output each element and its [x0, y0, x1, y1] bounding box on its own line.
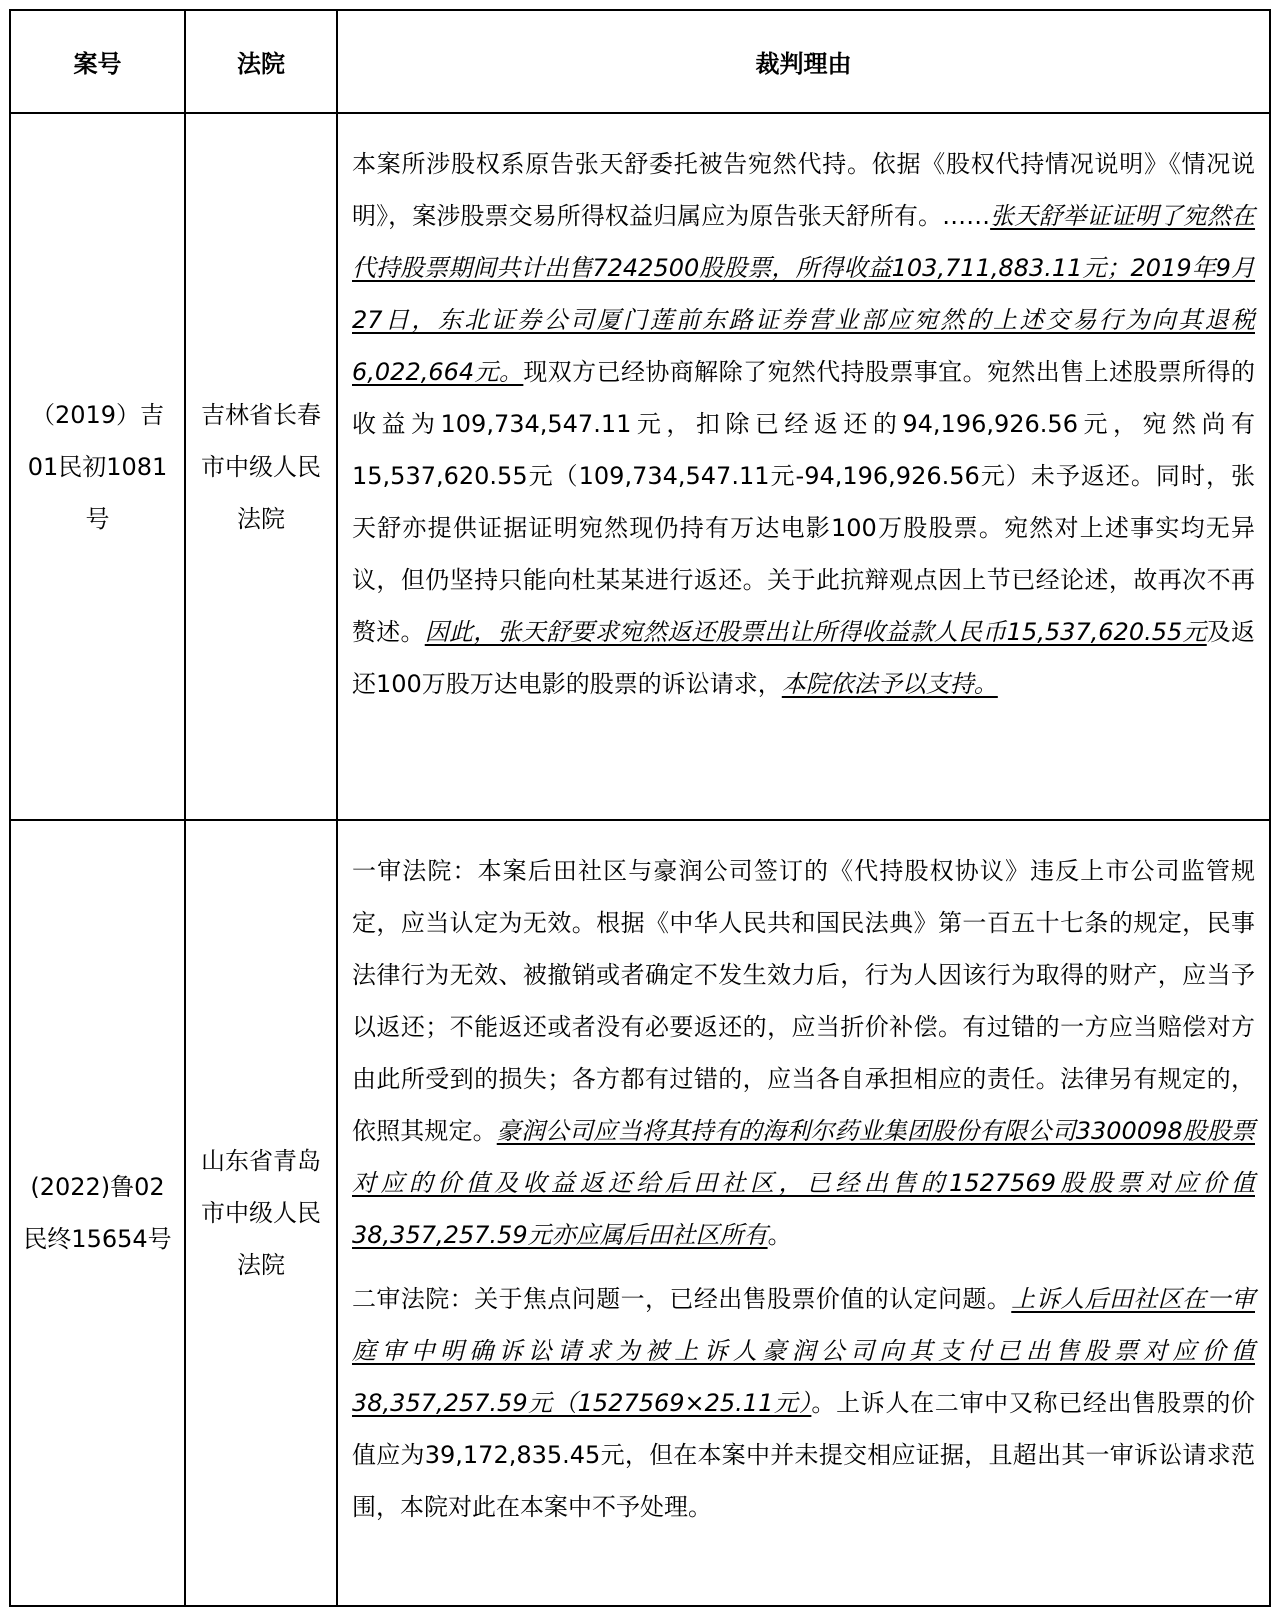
case-number: (2022)鲁02民终15654号 [23, 1173, 172, 1253]
table-row [10, 113, 1270, 820]
case-number-cell [10, 820, 185, 1606]
reason-paragraph [352, 845, 1255, 1261]
court-name: 吉林省长春市中级人民法院 [201, 400, 321, 533]
header-reason: 裁判理由 [337, 10, 1270, 113]
emphasized-text: 张天舒举证证明了宛然在代持股票期间共计出售7242500股股票，所得收益103,711,883.11元；2019年9月27日，东北证券公司厦门莲前东路证券营业部应宛然的上述交易行为向其退税6,022,664元。 [352, 202, 1256, 386]
case-number: （2019）吉01民初1081号 [27, 400, 168, 533]
case-number-cell [10, 113, 185, 820]
reason-text: 。上诉人在二审中又称已经出售股票的价值应为39,172,835.45元，但在本案中并未提交相应证据，且超出其一审诉讼请求范围，本院对此在本案中不予处理。 [352, 1389, 1255, 1521]
reason-cell [337, 113, 1270, 820]
court-cell [185, 820, 337, 1606]
court-cell [185, 113, 337, 820]
header-court: 法院 [185, 10, 337, 113]
reason-text: 。 [767, 1221, 792, 1249]
header-case-no: 案号 [10, 10, 185, 113]
reason-paragraph [352, 138, 1255, 710]
reason-text: 一审法院：本案后田社区与豪润公司签订的《代持股权协议》违反上市公司监管规定，应当认定为无效。根据《中华人民共和国民法典》第一百五十七条的规定，民事法律行为无效、被撤销或者确定不发生效力后，行为人因该行为取得的财产，应当予以返还；不能返还或者没有必要返还的，应当折价补偿。有过错的一方应当赔偿对方由此所受到的损失；各方都有过错的，应当各自承担相应的责任。法律另有规定的，依照其规定。 [352, 857, 1255, 1145]
reason-text: 现双方已经协商解除了宛然代持股票事宜。宛然出售上述股票所得的收益为109,734,547.11元，扣除已经返还的94,196,926.56元，宛然尚有15,537,620.55元（109,734,547.11元-94,196,926.56元）未予返还。同时，张天舒亦提供证据证明宛然现仍持有万达电影100万股股票。宛然对上述事实均无异议，但仍坚持只能向杜某某进行返还。关于此抗辩观点因上节已经论述，故再次不再赘述。 [352, 358, 1255, 646]
reason-cell [337, 820, 1270, 1606]
reason-paragraph [352, 1273, 1255, 1533]
table-row [10, 820, 1270, 1606]
emphasized-text: 因此，张天舒要求宛然返还股票出让所得收益款人民币15,537,620.55元 [424, 618, 1207, 646]
emphasized-text: 本院依法予以支持。 [781, 670, 998, 698]
emphasized-text: 豪润公司应当将其持有的海利尔药业集团股份有限公司3300098股股票对应的价值及收益返还给后田社区，已经出售的1527569股股票对应价值38,357,257.59元亦应属后田社区所有 [352, 1117, 1255, 1249]
emphasized-text: 上诉人后田社区在一审庭审中明确诉讼请求为被上诉人豪润公司向其支付已出售股票对应价值38,357,257.59元（1527569×25.11元） [352, 1285, 1255, 1417]
court-name: 山东省青岛市中级人民法院 [201, 1147, 321, 1279]
header-row [10, 10, 1270, 113]
reason-text: 及返还100万股万达电影的股票的诉讼请求， [352, 618, 1255, 698]
reason-text: 本案所涉股权系原告张天舒委托被告宛然代持。依据《股权代持情况说明》《情况说明》，案涉股票交易所得权益归属应为原告张天舒所有。…… [352, 150, 1255, 230]
reason-text: 二审法院：关于焦点问题一，已经出售股票价值的认定问题。 [352, 1285, 1012, 1313]
judgment-table [9, 9, 1271, 1607]
